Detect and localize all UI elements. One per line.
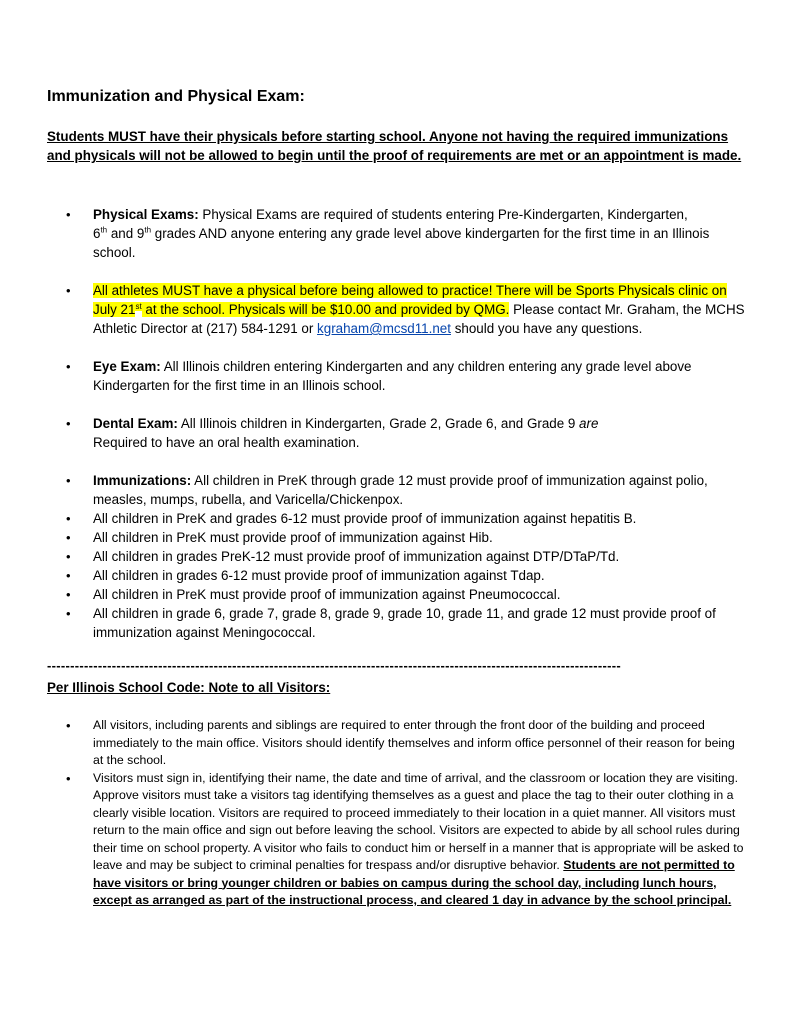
list-item-pneumococcal [47,585,747,604]
immunization-requirement-text: All children in PreK must provide proof of immunization against Hib. [93,530,493,545]
dental-exam-italic: are [579,416,599,431]
physical-exams-text-c: grades AND anyone entering any grade level above kindergarten for the first time in an Illinois school. [93,226,710,260]
list-item-immunizations [47,471,747,509]
bullet-icon: • [66,549,71,564]
athletes-text-a: Please contact Mr. Graham, the MCHS Athletic Director at (217) 584-1291 or [93,302,745,336]
page-title: Immunization and Physical Exam: [47,88,305,105]
list-item-dental-exam [47,414,747,452]
immunizations-label: Immunizations: [93,473,192,488]
list-item-hepatitis-b [47,509,747,528]
athletic-director-email-link[interactable]: kgraham@mcsd11.net [317,321,451,336]
dental-exam-label: Dental Exam: [93,416,178,431]
bullet-icon: • [66,207,71,222]
physical-exams-sup-6: th [100,225,108,235]
visitor-entry-text: All visitors, including parents and siblings are required to enter through the front door of the building and proceed immediately to the main office. Visitors should identify themselves and inform office personnel of their reason for being at the school. [93,718,735,767]
bullet-icon: • [66,473,71,488]
bullet-icon: • [66,359,71,374]
immunization-requirement-text: All children in PreK and grades 6-12 must provide proof of immunization against hepatitis B. [93,511,637,526]
athletes-highlight-b: at the school. Physicals will be $10.00 and provided by QMG. [141,302,510,317]
bullet-icon: • [66,718,71,733]
eye-exam-label: Eye Exam: [93,359,161,374]
dental-exam-list [47,414,747,452]
bullet-icon: • [66,283,71,298]
bullet-icon: • [66,606,71,621]
immunization-requirement-text: All children in PreK must provide proof of immunization against Pneumococcal. [93,587,561,602]
visitor-policy-bold: Students are not permitted to have visitors or bring younger children or babies on campus during the school day, including lunch hours, except as arranged as part of the instructional process, and cleared 1 day in advance by the school principal. [93,858,735,907]
list-item-hib [47,528,747,547]
list-item-athletes [47,281,747,338]
bullet-icon: • [66,416,71,431]
physical-exams-label: Physical Exams: [93,207,199,222]
list-item-tdap [47,566,747,585]
dental-exam-text-a: All Illinois children in Kindergarten, Grade 2, Grade 6, and Grade 9 [177,416,580,431]
athletes-highlight-sup: st [135,301,142,311]
physical-exam-list [47,205,747,262]
section-divider: ---------------------------------------------------------------------------------------------------------------------------- [47,658,622,673]
eye-exam-text: All Illinois children entering Kindergarten and any children entering any grade level above Kindergarten for the first time in an Illinois school. [93,359,692,393]
athletes-text-b: should you have any questions. [450,321,643,336]
list-item-visitor-sign-in [47,770,747,910]
athletes-list [47,281,747,338]
list-item-meningococcal [47,604,747,642]
immunizations-list [47,471,747,642]
immunizations-text: All children in PreK through grade 12 must provide proof of immunization against polio, measles, mumps, rubella, and Varicella/Chickenpox. [93,473,708,507]
dental-exam-text-b: Required to have an oral health examination. [93,435,360,450]
visitor-sign-in-text: Visitors must sign in, identifying their name, the date and time of arrival, and the classroom or location they are visiting. Approve visitors must take a visitors tag identifying themselves as a guest and place the tag to their outer clothing in a clearly visible location. Visitors are required to proceed immediately to their location in a quiet manner. All visitors must return to the main office and sign out before leaving the school. Visitors are expected to abide by all school rules during their time on school property. A visitor who fails to conduct him or herself in a manner that is appropriate will be asked to leave and may be subject to criminal penalties for trespass and/or disruptive behavior. [93,770,744,872]
bullet-icon: • [66,511,71,526]
bullet-icon: • [66,770,71,786]
physical-exams-text-a: Physical Exams are required of students entering Pre-Kindergarten, Kindergarten, [198,207,688,222]
athletes-highlight-a: All athletes MUST have a physical before being allowed to practice! There will be Sports Physicals clinic on July 21 [93,283,727,317]
requirements-notice: Students MUST have their physicals before starting school. Anyone not having the required immunizations and physicals will not be allowed to begin until the proof of requirements are met or an appointment is made. [47,129,742,163]
bullet-icon: • [66,587,71,602]
list-item-visitor-entry [47,717,747,770]
list-item-eye-exam [47,357,747,395]
bullet-icon: • [66,530,71,545]
eye-exam-list [47,357,747,395]
physical-exams-sup-9: th [144,225,152,235]
visitors-list [47,717,747,910]
immunization-requirement-text: All children in grade 6, grade 7, grade 8, grade 9, grade 10, grade 11, and grade 12 must provide proof of immunization against Meningococcal. [93,606,716,640]
list-item-dtp [47,547,747,566]
immunization-requirement-text: All children in grades PreK-12 must provide proof of immunization against DTP/DTaP/Td. [93,549,620,564]
physical-exams-text-b: and 9 [107,226,145,241]
bullet-icon: • [66,568,71,583]
immunization-requirement-text: All children in grades 6-12 must provide proof of immunization against Tdap. [93,568,545,583]
list-item-physical-exams [47,205,747,262]
visitors-heading: Per Illinois School Code: Note to all Visitors: [47,680,331,695]
physical-exams-grade-6: 6 [93,226,101,241]
